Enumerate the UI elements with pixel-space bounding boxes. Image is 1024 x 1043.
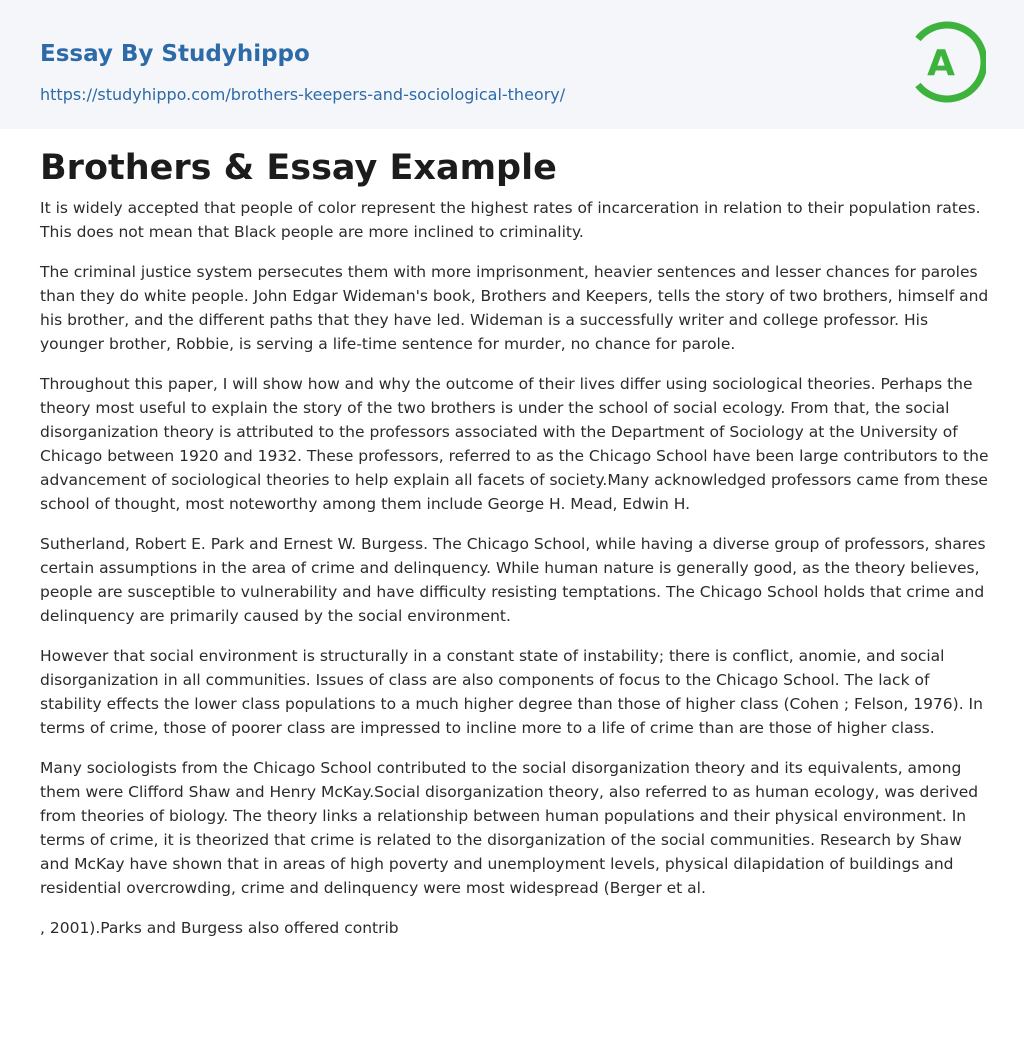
- paragraph: Sutherland, Robert E. Park and Ernest W. Burgess. The Chicago School, while having a diverse group of professors, shares certain assumptions in the area of crime and delinquency. While human nature is generally good, as the theory believes, people are susceptible to vulnerability and have difficulty resisting temptations. The Chicago School holds that crime and delinquency are primarily caused by the social environment.: [40, 535, 986, 625]
- page-title: Brothers & Essay Example: [40, 148, 557, 188]
- logo-letter: A: [927, 43, 955, 84]
- paragraph: Throughout this paper, I will show how and why the outcome of their lives differ using sociological theories. Perhaps the theory most useful to explain the story of the two brothers is under the school of social ecology. From that, the social disorganization theory is attributed to the professors associated with the Department of Sociology at the University of Chicago between 1920 and 1932. These professors, referred to as the Chicago School have been large contributors to the advancement of sociological theories to help explain all facets of society.Many acknowledged professors came from these school of thought, most noteworthy among them include George H. Mead, Edwin H.: [40, 375, 989, 513]
- article-body: [40, 196, 990, 940]
- site-header: [0, 0, 1024, 129]
- paragraph: The criminal justice system persecutes them with more imprisonment, heavier sentences and lesser chances for paroles than they do white people. John Edgar Wideman's book, Brothers and Keepers, tells the story of two brothers, himself and his brother, and the different paths that they have led. Wideman is a successfully writer and college professor. His younger brother, Robbie, is serving a life-time sentence for murder, no chance for parole.: [40, 263, 989, 353]
- site-brand[interactable]: Essay By Studyhippo: [40, 41, 310, 67]
- paragraph: , 2001).Parks and Burgess also offered contrib: [40, 919, 399, 937]
- article: [40, 146, 990, 956]
- paragraph: It is widely accepted that people of color represent the highest rates of incarceration in relation to their population rates. This does not mean that Black people are more inclined to criminality.: [40, 199, 981, 241]
- paragraph: However that social environment is structurally in a constant state of instability; there is conflict, anomie, and social disorganization in all communities. Issues of class are also components of focus to the Chicago School. The lack of stability effects the lower class populations to a much higher degree than those of higher class (Cohen ; Felson, 1976). In terms of crime, those of poorer class are impressed to incline more to a life of crime than are those of higher class.: [40, 647, 983, 737]
- source-url-link[interactable]: https://studyhippo.com/brothers-keepers-and-sociological-theory/: [40, 85, 566, 104]
- studyhippo-logo-icon[interactable]: [912, 19, 986, 105]
- paragraph: Many sociologists from the Chicago School contributed to the social disorganization theory and its equivalents, among them were Clifford Shaw and Henry McKay.Social disorganization theory, also referred to as human ecology, was derived from theories of biology. The theory links a relationship between human populations and their physical environment. In terms of crime, it is theorized that crime is related to the disorganization of the social communities. Research by Shaw and McKay have shown that in areas of high poverty and unemployment levels, physical dilapidation of buildings and residential overcrowding, crime and delinquency were most widespread (Berger et al.: [40, 759, 979, 897]
